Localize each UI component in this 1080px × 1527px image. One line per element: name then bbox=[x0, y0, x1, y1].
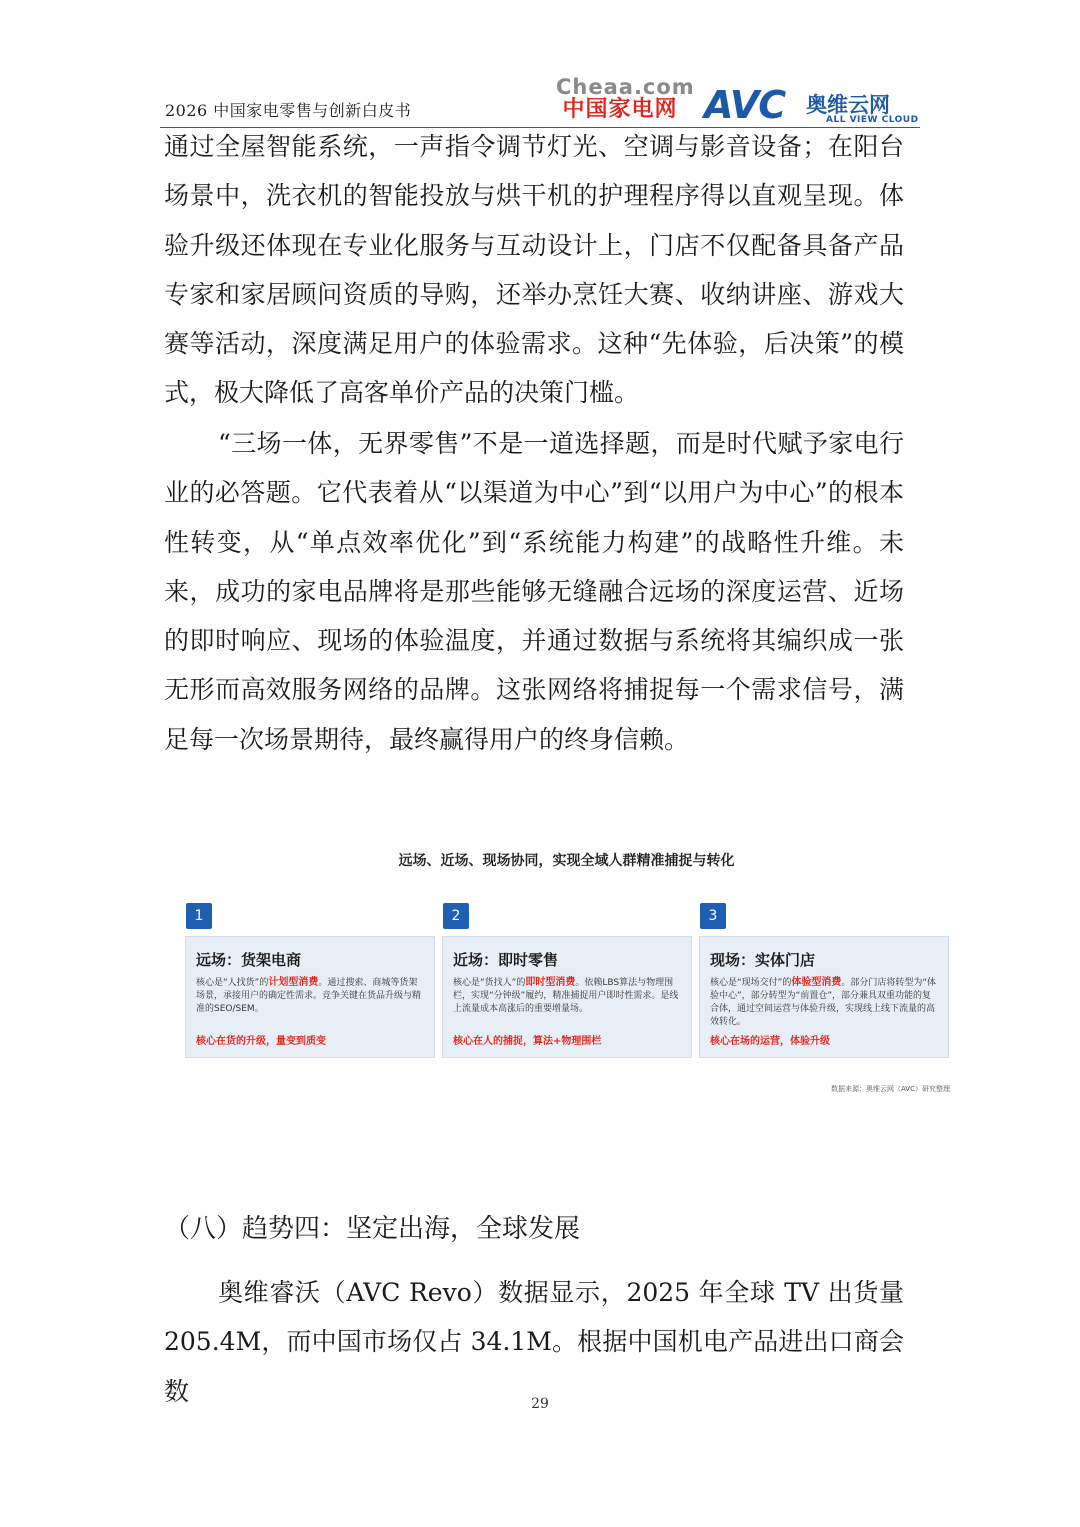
card-highlight: 体验型消费 bbox=[791, 977, 842, 988]
cheaa-logo bbox=[556, 75, 695, 122]
card-title: 现场：实体门店 bbox=[710, 951, 816, 969]
section-paragraph: 奥维睿沃（AVC Revo）数据显示，2025 年全球 TV 出货量 205.4M，而中国市场仅占 34.1M。根据中国机电产品进出口商会数 bbox=[164, 1278, 904, 1406]
card-body-text: 。通过搜索、商城等货架场景，承接用户的确定性需求。竞争关键在货品升级与精准的SEO/SEM。 bbox=[196, 978, 422, 1014]
card-body bbox=[453, 976, 681, 1028]
document-header-title: 2026 中国家电零售与创新白皮书 bbox=[165, 101, 412, 120]
card-body-text: 核心是“人找货”的 bbox=[196, 978, 269, 988]
figure-title: 远场、近场、现场协同，实现全域人群精准捕捉与转化 bbox=[398, 853, 735, 869]
card-body-text: 核心是“货找人”的 bbox=[453, 978, 526, 988]
card-number-badge: 2 bbox=[443, 903, 469, 929]
avc-logo bbox=[704, 83, 919, 127]
card-body-text: 。部分门店将转型为“体验中心”，部分转型为“前置仓”，部分兼具双重功能的复合体，通过空间运营与体验升级，实现线上线下流量的高效转化。 bbox=[710, 978, 936, 1027]
card-title: 近场：即时零售 bbox=[453, 951, 559, 969]
section-heading: （八）趋势四：坚定出海，全球发展 bbox=[164, 1214, 581, 1244]
figure-card-far-field bbox=[185, 936, 435, 1058]
card-number-badge: 1 bbox=[186, 903, 212, 929]
body-paragraph-2: “三场一体，无界零售”不是一道选择题，而是时代赋予家电行业的必答题。它代表着从“以渠道为中心”到“以用户为中心”的根本性转变，从“单点效率优化”到“系统能力构建”的战略性升维。未来，成功的家电品牌将是那些能够无缝融合远场的深度运营、近场的即时响应、现场的体验温度，并通过数据与系统将其编织成一张无形而高效服务网络的品牌。这张网络将捕捉每一个需求信号，满足每一次场景期待，最终赢得用户的终身信赖。 bbox=[164, 429, 904, 754]
cheaa-logo-en: Cheaa.com bbox=[556, 75, 695, 99]
card-footer: 核心在场的运营，体验升级 bbox=[710, 1036, 830, 1047]
card-body-text: 核心是“现场交付”的 bbox=[710, 978, 792, 988]
card-title: 远场：货架电商 bbox=[196, 951, 302, 969]
card-footer: 核心在人的捕捉，算法+物理围栏 bbox=[453, 1036, 602, 1047]
avc-logo-mark: AVC bbox=[704, 83, 786, 127]
body-paragraph-1: 通过全屋智能系统，一声指令调节灯光、空调与影音设备；在阳台场景中，洗衣机的智能投放与烘干机的护理程序得以直观呈现。体验升级还体现在专业化服务与互动设计上，门店不仅配备具备产品专家和家居顾问资质的导购，还举办烹饪大赛、收纳讲座、游戏大赛等活动，深度满足用户的体验需求。这种“先体验，后决策”的模式，极大降低了高客单价产品的决策门槛。 bbox=[164, 132, 904, 408]
card-body bbox=[710, 976, 938, 1028]
card-body-text: 。依赖LBS算法与物理围栏，实现“分钟级”履约，精准捕捉用户即时性需求。是线上流量成本高涨后的重要增量场。 bbox=[453, 978, 679, 1014]
card-body bbox=[196, 976, 424, 1028]
figure-source-note: 数据来源：奥维云网（AVC）研究整理 bbox=[830, 1085, 950, 1093]
cheaa-logo-cn: 中国家电网 bbox=[562, 97, 678, 122]
figure-card-near-field bbox=[442, 936, 692, 1058]
card-footer: 核心在货的升级，量变到质变 bbox=[196, 1036, 326, 1047]
card-number-badge: 3 bbox=[700, 903, 726, 929]
page-number: 29 bbox=[531, 1396, 549, 1412]
avc-logo-cn: 奥维云网 bbox=[806, 93, 890, 117]
avc-logo-en: ALL VIEW CLOUD bbox=[826, 115, 919, 125]
card-highlight: 计划型消费 bbox=[268, 977, 319, 988]
figure-card-onsite bbox=[699, 936, 949, 1058]
card-highlight: 即时型消费 bbox=[525, 977, 576, 988]
